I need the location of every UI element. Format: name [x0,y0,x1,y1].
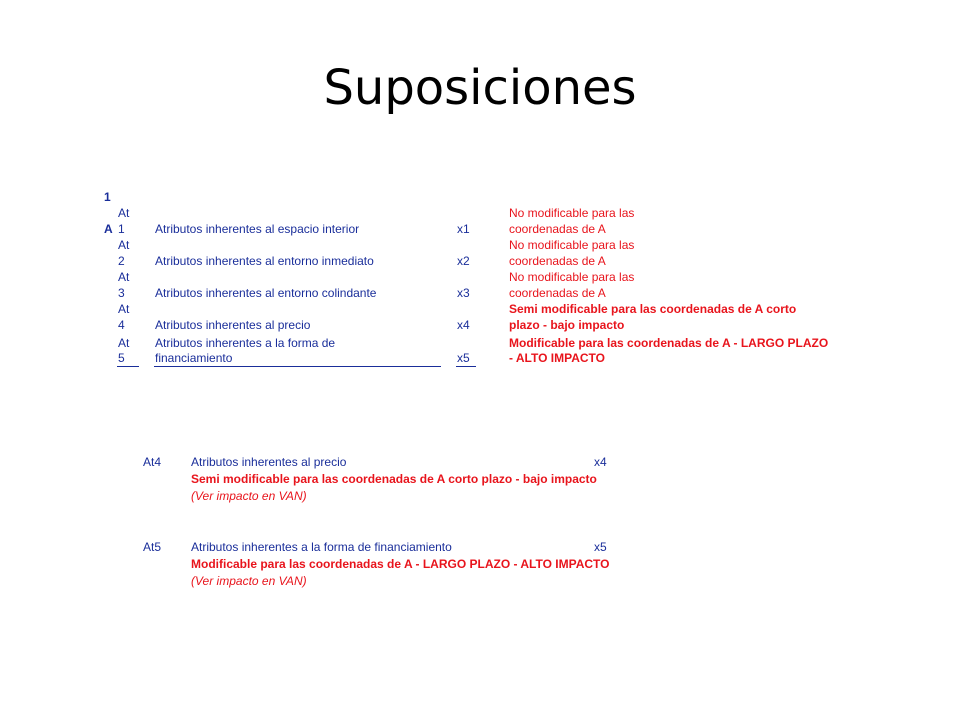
row-code-top: At [118,270,130,284]
row-description-line1: Atributos inherentes a la forma de [155,336,336,350]
detail-remark: (Ver impacto en VAN) [191,489,307,503]
detail-code: At4 [143,455,162,469]
table-bottom-border [456,366,476,367]
row-code-top: At [118,336,130,350]
row-note-line2: plazo - bajo impacto [509,318,625,332]
row-note-line1: Modificable para las coordenadas de A - LARGO PLAZO [509,336,829,350]
detail-description: Atributos inherentes a la forma de financiamiento [191,540,452,554]
row-code-num: 5 [118,351,125,365]
row-note-line1: Semi modificable para las coordenadas de A corto [509,302,797,316]
row-variable: x2 [457,254,470,268]
row-note-line1: No modificable para las [509,206,635,220]
table-corner-number: 1 [104,190,111,204]
row-code-top: At [118,206,130,220]
detail-variable: x4 [594,455,607,469]
row-code-num: 2 [118,254,125,268]
table-bottom-border [154,366,441,367]
row-note-line2: coordenadas de A [509,254,606,268]
detail-remark: (Ver impacto en VAN) [191,574,307,588]
row-code-top: At [118,302,130,316]
row-variable: x5 [457,351,470,365]
table-bottom-border [117,366,139,367]
row-note-line2: coordenadas de A [509,222,606,236]
row-description: Atributos inherentes al entorno colindante [155,286,377,300]
row-code-num: 1 [118,222,125,236]
slide-title: Suposiciones [323,60,637,116]
detail-variable: x5 [594,540,607,554]
row-note-line2: - ALTO IMPACTO [509,351,605,365]
table-corner-letter: A [104,222,113,236]
row-note-line1: No modificable para las [509,238,635,252]
detail-description: Atributos inherentes al precio [191,455,347,469]
row-variable: x4 [457,318,470,332]
row-variable: x3 [457,286,470,300]
row-description: Atributos inherentes al entorno inmediato [155,254,374,268]
row-variable: x1 [457,222,470,236]
row-description-line2: financiamiento [155,351,233,365]
detail-note: Semi modificable para las coordenadas de A corto plazo - bajo impacto [191,472,597,486]
row-description: Atributos inherentes al precio [155,318,311,332]
detail-note: Modificable para las coordenadas de A - LARGO PLAZO - ALTO IMPACTO [191,557,610,571]
row-code-top: At [118,238,130,252]
row-code-num: 4 [118,318,125,332]
row-description: Atributos inherentes al espacio interior [155,222,360,236]
row-code-num: 3 [118,286,125,300]
detail-code: At5 [143,540,162,554]
row-note-line1: No modificable para las [509,270,635,284]
row-note-line2: coordenadas de A [509,286,606,300]
